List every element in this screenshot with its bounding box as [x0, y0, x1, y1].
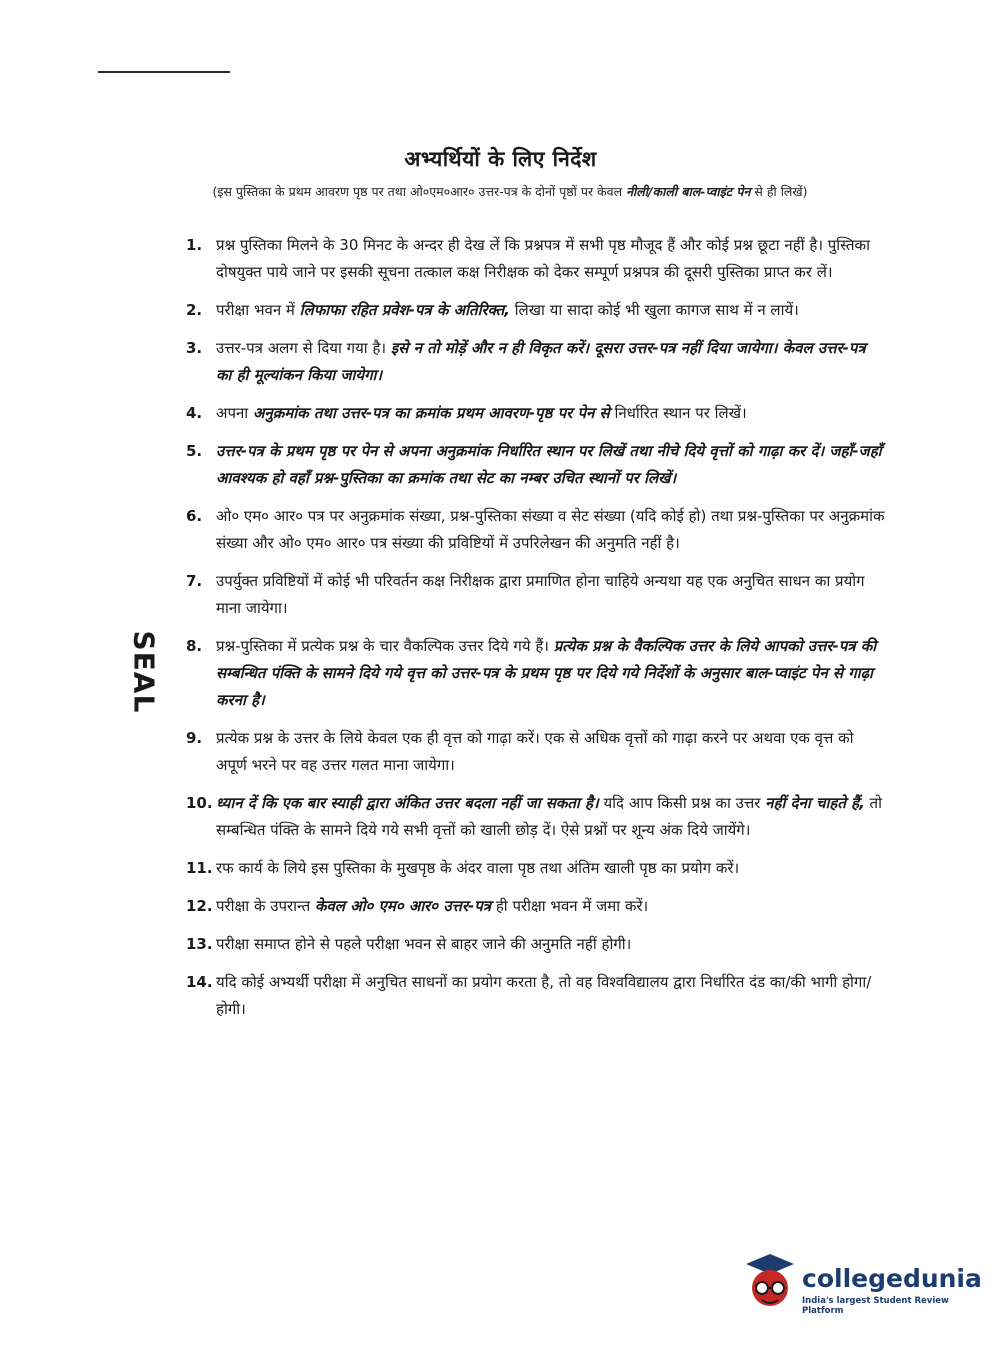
- instruction-segment: प्रश्न-पुस्तिका में प्रत्येक प्रश्न के चार वैकल्पिक उत्तर दिये गये हैं।: [216, 637, 554, 655]
- instruction-number: 4.: [186, 404, 203, 422]
- instruction-number: 11.: [186, 859, 213, 877]
- instruction-segment: तो सम्बन्धित पंक्ति के सामने दिये गये सभी वृत्तों को खाली छोड़ दें। ऐसे प्रश्नों पर शून्य अंक दिये जायेंगे।: [216, 794, 882, 839]
- logo-tagline: India's largest Student Review Platform: [802, 1296, 949, 1316]
- instruction-emphasis: केवल ओ० एम० आर० उत्तर-पत्र: [314, 897, 492, 915]
- instruction-text: [216, 859, 739, 877]
- seal-text: SEAL: [127, 630, 161, 714]
- instruction-number: 2.: [186, 301, 203, 319]
- instruction-number: 9.: [186, 729, 203, 747]
- instruction-number: 1.: [186, 236, 203, 254]
- instruction-emphasis: प्रत्येक प्रश्न के वैकल्पिक उत्तर के लिये आपको उत्तर-पत्र की सम्बन्धित पंक्ति के सामने दिये गये वृत्त को उत्तर-पत्र के प्रथम पृष्ठ पर दिये गये निर्देशों के अनुसार बाल-प्वाइंट पेन से गाढ़ा करना है।: [216, 637, 877, 709]
- instruction-segment: प्रत्येक प्रश्न के उत्तर के लिये केवल एक ही वृत्त को गाढ़ा करें। एक से अधिक वृत्तों को गाढ़ा करने पर अथवा एक वृत्त को अपूर्ण भरने पर वह उत्तर गलत माना जायेगा।: [216, 729, 854, 774]
- instruction-item: [186, 400, 886, 427]
- subtitle-prefix: (इस पुस्तिका के प्रथम आवरण पृष्ठ पर तथा ओ०एम०आर० उत्तर-पत्र के दोनों पृष्ठों पर केवल: [212, 184, 627, 199]
- instruction-item: [186, 790, 886, 844]
- instruction-text: [216, 236, 870, 281]
- instruction-item: [186, 855, 886, 882]
- instruction-segment: लिखा या सादा कोई भी खुला कागज साथ में न लायें।: [509, 301, 799, 319]
- instruction-item: [186, 725, 886, 779]
- instruction-text: [216, 572, 865, 617]
- top-rule: [98, 71, 230, 73]
- instruction-segment: अपना: [216, 404, 253, 422]
- instruction-segment: यदि आप किसी प्रश्न का उत्तर: [598, 794, 766, 812]
- instruction-number: 3.: [186, 339, 203, 357]
- instruction-text: [216, 637, 876, 709]
- instruction-segment: प्रश्न पुस्तिका मिलने के 30 मिनट के अन्दर ही देख लें कि प्रश्नपत्र में सभी पृष्ठ मौजूद हैं और कोई प्रश्न छूटा नहीं है। पुस्तिका दोषयुक्त पाये जाने पर इसकी सूचना तत्काल कक्ष निरीक्षक को देकर सम्पूर्ण प्रश्नपत्र की दूसरी पुस्तिका प्राप्त कर लें।: [216, 236, 870, 281]
- instruction-item: [186, 969, 886, 1023]
- logo-name: collegedunia: [802, 1264, 982, 1293]
- instruction-text: [216, 935, 631, 953]
- instruction-segment: ओ० एम० आर० पत्र पर अनुक्रमांक संख्या, प्रश्न-पुस्तिका संख्या व सेट संख्या (यदि कोई हो) तथा प्रश्न-पुस्तिका पर अनुक्रमांक संख्या और ओ० एम० आर० पत्र संख्या की प्रविष्टियों में उपरिलेखन की अनुमति नहीं है।: [216, 507, 885, 552]
- instruction-number: 12.: [186, 897, 213, 915]
- instruction-emphasis: नहीं देना चाहते हैं,: [765, 794, 865, 812]
- instruction-text: [216, 973, 871, 1018]
- instruction-item: [186, 893, 886, 920]
- instruction-emphasis: इसे न तो मोड़ें और न ही विकृत करें। दूसरा उत्तर-पत्र नहीं दिया जायेगा। केवल उत्तर-पत्र का ही मूल्यांकन किया जायेगा।: [216, 339, 866, 384]
- collegedunia-logo[interactable]: [740, 1250, 982, 1320]
- page-title: अभ्यर्थियों के लिए निर्देश: [404, 147, 597, 171]
- instruction-item: [186, 438, 886, 492]
- instruction-item: [186, 335, 886, 389]
- instruction-text: [216, 897, 648, 915]
- instruction-item: [186, 503, 886, 557]
- instruction-number: 7.: [186, 572, 203, 590]
- instruction-item: [186, 568, 886, 622]
- instruction-segment: परीक्षा समाप्त होने से पहले परीक्षा भवन से बाहर जाने की अनुमति नहीं होगी।: [216, 935, 632, 953]
- page-subtitle: [150, 183, 870, 200]
- instruction-number: 6.: [186, 507, 203, 525]
- instruction-text: [216, 729, 854, 774]
- instruction-segment: ही परीक्षा भवन में जमा करें।: [491, 897, 649, 915]
- instruction-number: 5.: [186, 442, 203, 460]
- instruction-text: [216, 442, 882, 487]
- instruction-item: [186, 297, 886, 324]
- instruction-text: [216, 507, 884, 552]
- instruction-text: [216, 301, 799, 319]
- instruction-text: [216, 404, 747, 422]
- instruction-emphasis: उत्तर-पत्र के प्रथम पृष्ठ पर पेन से अपना अनुक्रमांक निर्धारित स्थान पर लिखें तथा नीचे दिये वृत्तों को गाढ़ा कर दें। जहाँ-जहाँ आवश्यक हो वहाँ प्रश्न-पुस्तिका का क्रमांक तथा सेट का नम्बर उचित स्थानों पर लिखें।: [216, 442, 882, 487]
- instruction-segment: रफ कार्य के लिये इस पुस्तिका के मुखपृष्ठ के अंदर वाला पृष्ठ तथा अंतिम खाली पृष्ठ का प्रयोग करें।: [216, 859, 740, 877]
- subtitle-emphasis: नीली/काली बाल-प्वाइंट पेन: [626, 184, 751, 199]
- instruction-segment: उपर्युक्त प्रविष्टियों में कोई भी परिवर्तन कक्ष निरीक्षक द्वारा प्रमाणित होना चाहिये अन्यथा यह एक अनुचित साधन का प्रयोग माना जायेगा।: [216, 572, 865, 617]
- instruction-item: [186, 633, 886, 714]
- instruction-number: 14.: [186, 973, 213, 991]
- instruction-number: 13.: [186, 935, 213, 953]
- instruction-segment: यदि कोई अभ्यर्थी परीक्षा में अनुचित साधनों का प्रयोग करता है, तो वह विश्वविद्यालय द्वारा निर्धारित दंड का/की भागी होगा/होगी।: [216, 973, 872, 1018]
- instruction-number: 10.: [186, 794, 213, 812]
- instruction-segment: उत्तर-पत्र अलग से दिया गया है।: [216, 339, 391, 357]
- instructions-list: [186, 232, 886, 1034]
- mascot-icon: [740, 1250, 800, 1320]
- instruction-item: [186, 931, 886, 958]
- instruction-text: [216, 794, 882, 839]
- instruction-segment: परीक्षा के उपरान्त: [216, 897, 315, 915]
- instruction-emphasis: अनुक्रमांक तथा उत्तर-पत्र का क्रमांक प्रथम आवरण-पृष्ठ पर पेन से: [252, 404, 610, 422]
- instruction-emphasis: लिफाफा रहित प्रवेश-पत्र के अतिरिक्त,: [299, 301, 510, 319]
- seal-stamp: [122, 632, 166, 712]
- instruction-segment: निर्धारित स्थान पर लिखें।: [609, 404, 747, 422]
- instruction-segment: परीक्षा भवन में: [216, 301, 300, 319]
- instruction-number: 8.: [186, 637, 203, 655]
- instruction-text: [216, 339, 866, 384]
- subtitle-suffix: से ही लिखें): [750, 184, 808, 199]
- instruction-item: [186, 232, 886, 286]
- instruction-emphasis: ध्यान दें कि एक बार स्याही द्वारा अंकित उत्तर बदला नहीं जा सकता है।: [216, 794, 599, 812]
